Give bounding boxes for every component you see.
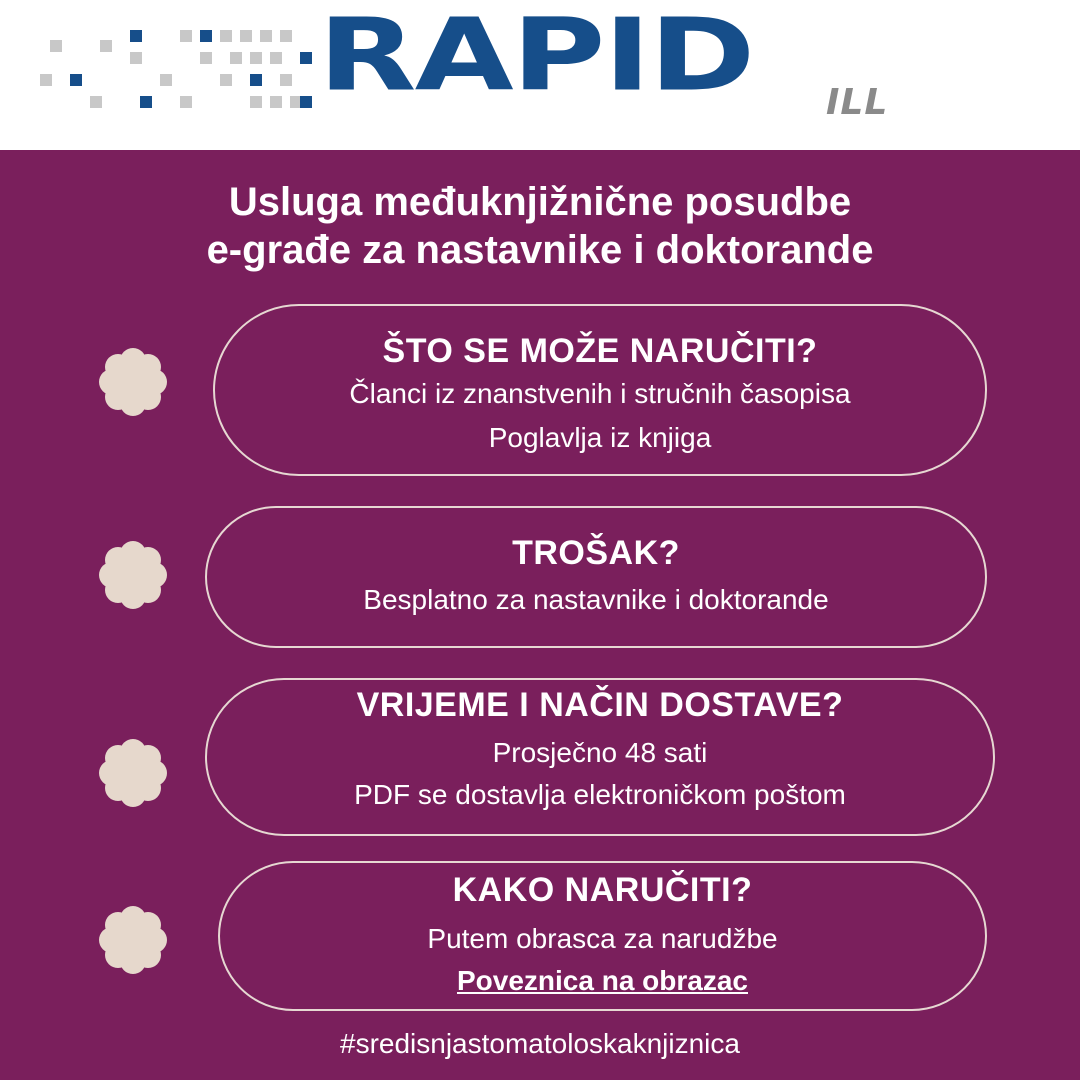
- card-what-can-be-ordered: [213, 304, 987, 476]
- flower-bullet-icon: [98, 347, 168, 417]
- card-heading: KAKO NARUČITI?: [452, 871, 753, 909]
- card-heading: ŠTO SE MOŽE NARUČITI?: [382, 332, 818, 370]
- flower-bullet-icon: [98, 905, 168, 975]
- card-text: Prosječno 48 sati: [492, 737, 708, 768]
- logo-subtext: ILL: [826, 82, 889, 123]
- card-text: Besplatno za nastavnike i doktorande: [363, 584, 829, 615]
- card-cost: [205, 506, 987, 648]
- card-text: Članci iz znanstvenih i stručnih časopisa: [349, 378, 851, 409]
- card-text: Poglavlja iz knjiga: [488, 422, 712, 453]
- order-form-link[interactable]: Poveznica na obrazac: [456, 965, 748, 996]
- card-text: Putem obrasca za narudžbe: [427, 923, 778, 954]
- logo-wordmark: RAPID: [318, 0, 754, 114]
- card-heading: VRIJEME I NAČIN DOSTAVE?: [356, 686, 844, 724]
- page-title-line-2: e-građe za nastavnike i doktorande: [206, 228, 874, 272]
- flower-bullet-icon: [98, 540, 168, 610]
- header: [0, 0, 1080, 150]
- hashtag: #sredisnjastomatoloskaknjiznica: [340, 1028, 740, 1059]
- card-how-to-order: [218, 861, 987, 1011]
- card-delivery-time: [205, 678, 995, 836]
- card-heading: TROŠAK?: [512, 534, 680, 572]
- flower-bullet-icon: [98, 738, 168, 808]
- page-title-line-1: Usluga međuknjižnične posudbe: [228, 180, 852, 224]
- pixel-dots-logo-icon: [30, 22, 320, 122]
- card-text: PDF se dostavlja elektroničkom poštom: [354, 779, 846, 810]
